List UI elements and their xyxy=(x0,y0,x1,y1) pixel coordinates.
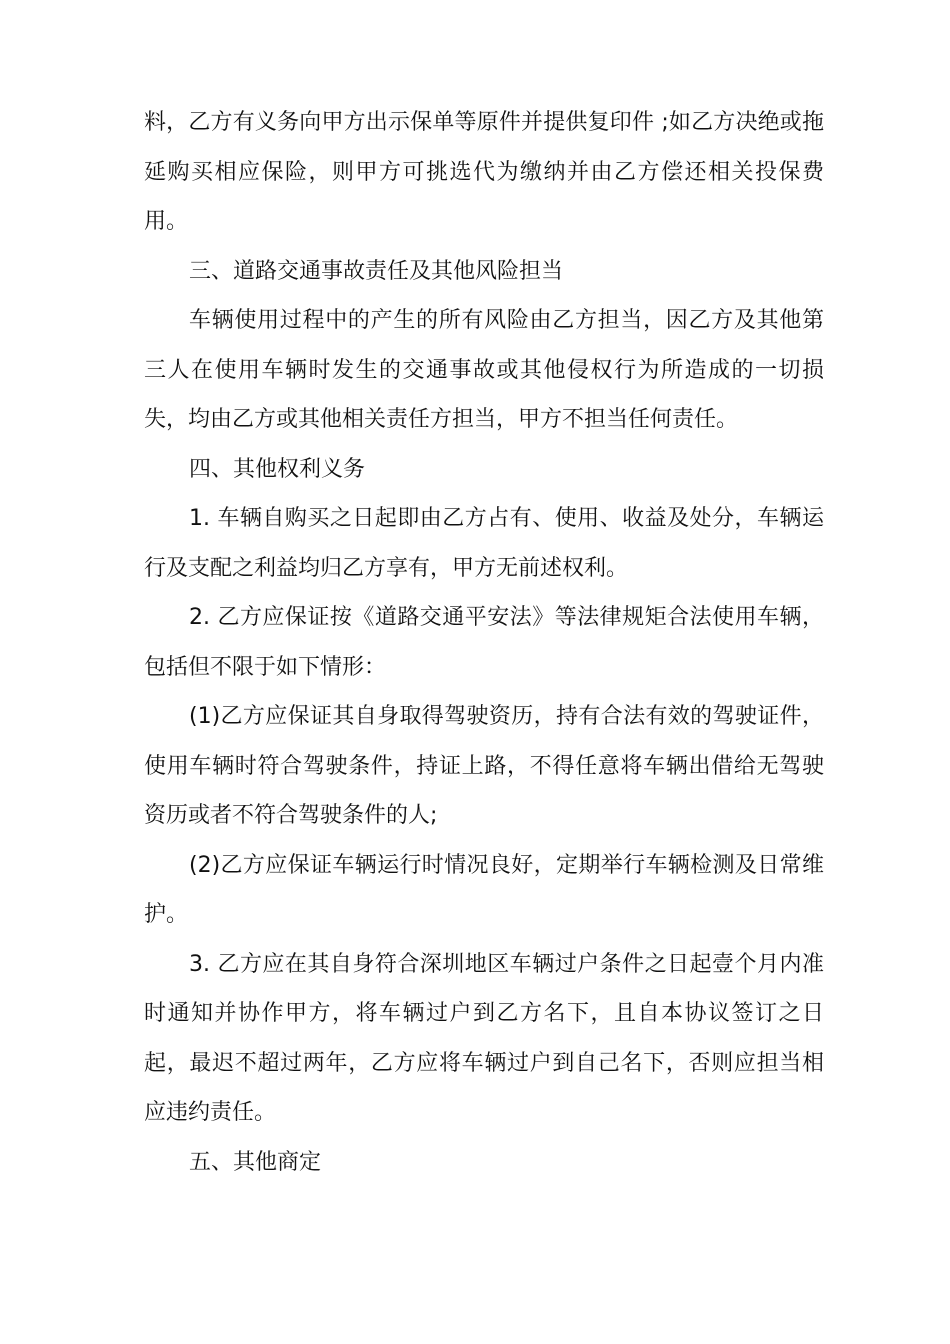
section-heading-4: 四、其他权利义务 xyxy=(189,456,366,482)
paragraph-clause-3: 车辆使用过程中的产生的所有风险由乙方担当，因乙方及其他第三人在使用车辆时发生的交通事故或其他侵权行为所造成的一切损失，均由乙方或其他相关责任方担当，甲方不担当任何责任。 xyxy=(144,308,824,432)
paragraph-continuation: 料，乙方有义务向甲方出示保单等原件并提供复印件 ;如乙方决绝或拖延购买相应保险，则甲方可挑选代为缴纳并由乙方偿还相关投保费用。 xyxy=(144,110,824,234)
paragraph-item-2: 2. 乙方应保证按《道路交通平安法》等法律规矩合法使用车辆，包括但不限于如下情形： xyxy=(144,605,824,680)
paragraph-item-3: 3. 乙方应在其自身符合深圳地区车辆过户条件之日起壹个月内准时通知并协作甲方，将车辆过户到乙方名下，且自本协议签订之日起，最迟不超过两年，乙方应将车辆过户到自己名下，否则应担当相应违约责任。 xyxy=(144,951,824,1125)
paragraph-item-2-2: (2)乙方应保证车辆运行时情况良好，定期举行车辆检测及日常维护。 xyxy=(144,852,824,927)
section-heading-5: 五、其他商定 xyxy=(189,1149,322,1175)
paragraph-item-1: 1. 车辆自购买之日起即由乙方占有、使用、收益及处分，车辆运行及支配之利益均归乙方享有，甲方无前述权利。 xyxy=(144,506,824,581)
paragraph-item-2-1: (1)乙方应保证其自身取得驾驶资历，持有合法有效的驾驶证件，使用车辆时符合驾驶条件，持证上路，不得任意将车辆出借给无驾驶资历或者不符合驾驶条件的人; xyxy=(144,704,824,828)
document-body xyxy=(144,98,824,1187)
section-heading-3: 三、道路交通事故责任及其他风险担当 xyxy=(189,258,564,284)
